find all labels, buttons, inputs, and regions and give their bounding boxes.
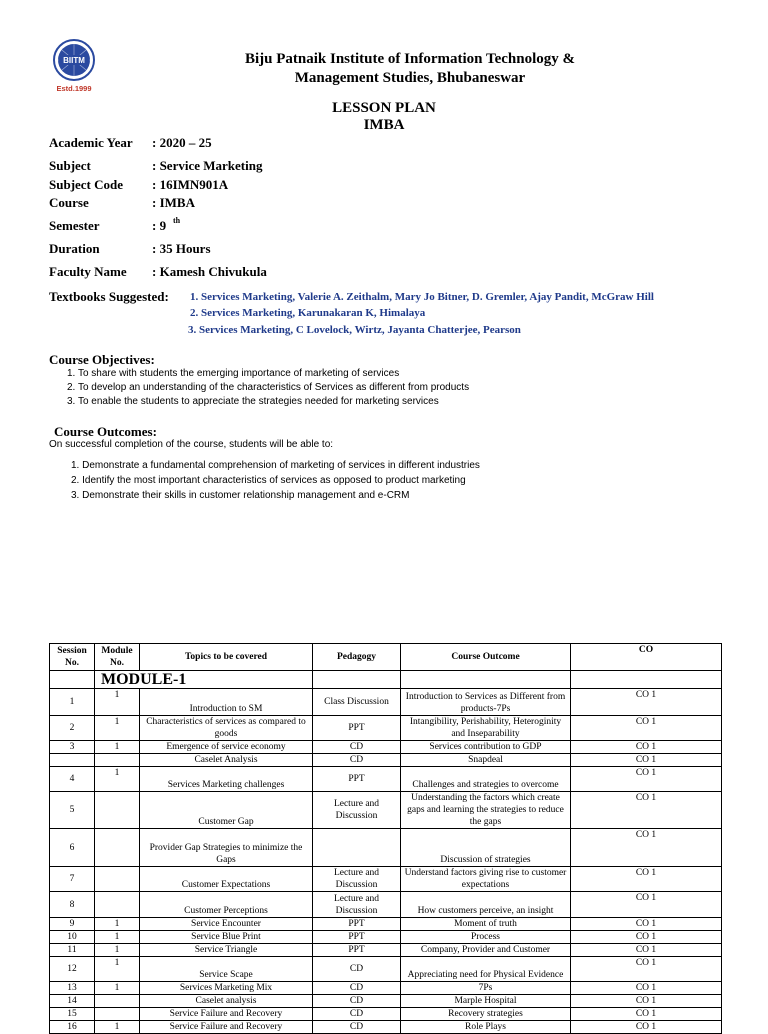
co-cell: CO 1 [571, 767, 722, 792]
outcome-2: 2. Identify the most important characteristics of services as opposed to product marketing [71, 475, 466, 486]
table-row [50, 792, 722, 829]
session-cell: 7 [50, 867, 95, 892]
header-co: CO [571, 644, 722, 671]
pedagogy-cell: PPT [313, 918, 401, 931]
module-cell [95, 867, 140, 892]
co-cell: CO 1 [571, 944, 722, 957]
table-row [50, 918, 722, 931]
table-row [50, 689, 722, 716]
table-header-row [50, 644, 722, 671]
header-topics: Topics to be covered [140, 644, 313, 671]
co-cell: CO 1 [571, 918, 722, 931]
outcome-cell: Marple Hospital [401, 995, 571, 1008]
co-cell: CO 1 [571, 1021, 722, 1034]
module-cell [95, 792, 140, 829]
meta-value: : 16IMN901A [152, 177, 229, 192]
topic-cell: Caselet analysis [140, 995, 313, 1008]
session-cell: 9 [50, 918, 95, 931]
topic-cell: Caselet Analysis [140, 754, 313, 767]
textbook-1: 1. Services Marketing, Valerie A. Zeithalm, Mary Jo Bitner, D. Gremler, Ajay Pandit, McGraw Hill [190, 291, 654, 303]
module-row [50, 671, 722, 689]
co-cell: CO 1 [571, 754, 722, 767]
outcome-cell: Introduction to Services as Different from products-7Ps [401, 689, 571, 716]
co-cell: CO 1 [571, 957, 722, 982]
topic-cell: Service Failure and Recovery [140, 1008, 313, 1021]
table-row [50, 767, 722, 792]
header-session: Session No. [50, 644, 95, 671]
topic-cell: Services Marketing challenges [140, 767, 313, 792]
outcome-cell: Understand factors giving rise to customer expectations [401, 867, 571, 892]
pedagogy-cell: PPT [313, 716, 401, 741]
outcome-cell: Understanding the factors which create gaps and learning the strategies to reduce the gaps [401, 792, 571, 829]
module-cell: 1 [95, 767, 140, 792]
module-label: MODULE-1 [95, 671, 313, 689]
table-row [50, 1021, 722, 1034]
meta-key: Subject Code [49, 177, 124, 192]
program-title: IMBA [363, 117, 405, 133]
pedagogy-cell: PPT [313, 944, 401, 957]
objectives-heading: Course Objectives: [49, 352, 155, 367]
outcomes-heading: Course Outcomes: [54, 424, 157, 439]
module-cell: 1 [95, 918, 140, 931]
topic-cell: Introduction to SM [140, 689, 313, 716]
session-cell: 4 [50, 767, 95, 792]
textbook-3: 3. Services Marketing, C Lovelock, Wirtz, Jayanta Chatterjee, Pearson [188, 324, 521, 336]
co-cell: CO 1 [571, 792, 722, 829]
session-cell: 12 [50, 957, 95, 982]
document-title: LESSON PLAN [332, 100, 436, 116]
outcome-cell: Challenges and strategies to overcome [401, 767, 571, 792]
meta-value: : Kamesh Chivukula [152, 264, 267, 279]
outcome-cell: 7Ps [401, 982, 571, 995]
institute-line-1: Biju Patnaik Institute of Information Technology & [244, 51, 576, 67]
pedagogy-cell: Lecture and Discussion [313, 892, 401, 918]
table-row [50, 944, 722, 957]
outcome-cell: Process [401, 931, 571, 944]
co-cell: CO 1 [571, 829, 722, 867]
outcomes-intro: On successful completion of the course, students will be able to: [49, 439, 334, 450]
topic-cell: Customer Gap [140, 792, 313, 829]
session-cell: 6 [50, 829, 95, 867]
objective-1: 1. To share with students the emerging importance of marketing of services [67, 368, 400, 379]
module-cell: 1 [95, 982, 140, 995]
topic-cell: Service Blue Print [140, 931, 313, 944]
topic-cell: Characteristics of services as compared to goods [140, 716, 313, 741]
topic-cell: Service Failure and Recovery [140, 1021, 313, 1034]
header-module: Module No. [95, 644, 140, 671]
pedagogy-cell: CD [313, 995, 401, 1008]
table-row [50, 716, 722, 741]
pedagogy-cell [313, 829, 401, 867]
module-cell [95, 829, 140, 867]
outcome-cell: Services contribution to GDP [401, 741, 571, 754]
outcome-cell: How customers perceive, an insight [401, 892, 571, 918]
table-row [50, 957, 722, 982]
meta-key: Course [49, 195, 89, 210]
outcome-cell: Snapdeal [401, 754, 571, 767]
meta-key: Subject [49, 158, 91, 173]
co-cell: CO 1 [571, 1008, 722, 1021]
header-pedagogy: Pedagogy [313, 644, 401, 671]
pedagogy-cell: PPT [313, 931, 401, 944]
module-cell [95, 754, 140, 767]
pedagogy-cell: Lecture and Discussion [313, 792, 401, 829]
topic-cell: Services Marketing Mix [140, 982, 313, 995]
module-cell: 1 [95, 1021, 140, 1034]
table-row [50, 1008, 722, 1021]
textbooks-label-text: Textbooks Suggested: [49, 289, 169, 304]
session-cell: 2 [50, 716, 95, 741]
outcome-cell: Discussion of strategies [401, 829, 571, 867]
objective-3: 3. To enable the students to appreciate the strategies needed for marketing services [67, 396, 439, 407]
textbook-2: 2. Services Marketing, Karunakaran K, Himalaya [190, 307, 426, 319]
meta-key: Duration [49, 241, 100, 256]
table-row [50, 829, 722, 867]
module-cell: 1 [95, 957, 140, 982]
lesson-plan-table [49, 643, 722, 1034]
co-cell: CO 1 [571, 931, 722, 944]
topic-cell: Customer Expectations [140, 867, 313, 892]
session-cell: 10 [50, 931, 95, 944]
module-cell [95, 995, 140, 1008]
co-cell: CO 1 [571, 982, 722, 995]
pedagogy-cell: CD [313, 982, 401, 995]
header-course-outcome: Course Outcome [401, 644, 571, 671]
outcome-3: 3. Demonstrate their skills in customer relationship management and e-CRM [71, 490, 410, 501]
module-cell: 1 [95, 689, 140, 716]
topic-cell: Service Encounter [140, 918, 313, 931]
topic-cell: Service Triangle [140, 944, 313, 957]
session-cell: 8 [50, 892, 95, 918]
institute-line-2: Management Studies, Bhubaneswar [294, 70, 526, 86]
co-cell: CO 1 [571, 741, 722, 754]
pedagogy-cell: PPT [313, 767, 401, 792]
outcome-cell: Role Plays [401, 1021, 571, 1034]
table-row [50, 754, 722, 767]
session-cell: 5 [50, 792, 95, 829]
logo-year: Estd.1999 [56, 84, 92, 93]
session-cell: 16 [50, 1021, 95, 1034]
outcome-cell: Appreciating need for Physical Evidence [401, 957, 571, 982]
module-cell [95, 892, 140, 918]
table-row [50, 982, 722, 995]
co-cell: CO 1 [571, 995, 722, 1008]
module-cell: 1 [95, 741, 140, 754]
session-cell: 3 [50, 741, 95, 754]
meta-sup: th [173, 216, 181, 225]
table-row [50, 892, 722, 918]
meta-value: : IMBA [152, 195, 195, 210]
module-cell: 1 [95, 944, 140, 957]
module-cell: 1 [95, 716, 140, 741]
pedagogy-cell: Lecture and Discussion [313, 867, 401, 892]
co-cell: CO 1 [571, 689, 722, 716]
pedagogy-cell: CD [313, 957, 401, 982]
logo-text: BIITM [63, 56, 85, 65]
topic-cell: Service Scape [140, 957, 313, 982]
table-row [50, 867, 722, 892]
co-cell: CO 1 [571, 716, 722, 741]
session-cell: 14 [50, 995, 95, 1008]
module-cell: 1 [95, 931, 140, 944]
outcome-cell: Moment of truth [401, 918, 571, 931]
co-cell: CO 1 [571, 867, 722, 892]
pedagogy-cell: CD [313, 754, 401, 767]
table-row [50, 995, 722, 1008]
meta-key: Academic Year [49, 135, 133, 150]
co-cell: CO 1 [571, 892, 722, 918]
meta-key: Faculty Name [49, 264, 127, 279]
outcome-cell: Intangibility, Perishability, Heteroginity and Inseparability [401, 716, 571, 741]
topic-cell: Provider Gap Strategies to minimize the Gaps [140, 829, 313, 867]
outcome-cell: Recovery strategies [401, 1008, 571, 1021]
pedagogy-cell: CD [313, 1021, 401, 1034]
meta-value: : 35 Hours [152, 241, 211, 256]
meta-value: : 2020 – 25 [152, 135, 212, 150]
meta-value: : 9 [152, 218, 167, 233]
institute-logo [50, 38, 98, 94]
objective-2: 2. To develop an understanding of the characteristics of Services as different from products [67, 382, 470, 393]
meta-value: : Service Marketing [152, 158, 263, 173]
session-cell: 13 [50, 982, 95, 995]
pedagogy-cell: Class Discussion [313, 689, 401, 716]
pedagogy-cell: CD [313, 741, 401, 754]
table-row [50, 931, 722, 944]
outcome-cell: Company, Provider and Customer [401, 944, 571, 957]
topic-cell: Emergence of service economy [140, 741, 313, 754]
session-cell: 15 [50, 1008, 95, 1021]
meta-key: Semester [49, 218, 100, 233]
module-cell [95, 1008, 140, 1021]
session-cell: 1 [50, 689, 95, 716]
topic-cell: Customer Perceptions [140, 892, 313, 918]
institute-name [160, 50, 660, 88]
table-row [50, 741, 722, 754]
outcome-1: 1. Demonstrate a fundamental comprehension of marketing of services in different industries [71, 460, 480, 471]
session-cell [50, 754, 95, 767]
session-cell: 11 [50, 944, 95, 957]
pedagogy-cell: CD [313, 1008, 401, 1021]
